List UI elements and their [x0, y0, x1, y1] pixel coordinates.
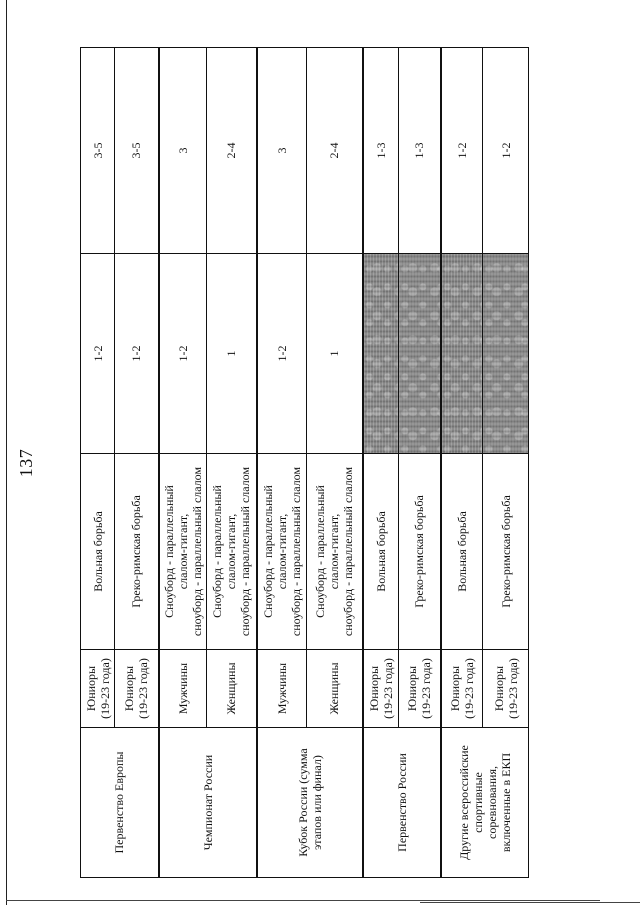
value-cell: 1-2: [483, 48, 529, 254]
competition-cell: Первенство Европы: [81, 728, 159, 878]
competition-cell: Кубок России (сумма этапов или финал): [257, 728, 363, 878]
competition-cell: Первенство России: [363, 728, 441, 878]
value-cell: 1-2: [257, 254, 307, 454]
page-edge-bottom: [6, 900, 600, 901]
value-cell: 2-4: [207, 48, 257, 254]
discipline-cell: Сноуборд - параллельный слалом-гигант, сноуборд - параллельный слалом: [257, 454, 307, 650]
shaded-cell: [399, 254, 441, 454]
group-cell: Мужчины: [257, 650, 307, 728]
value-cell: 3-5: [81, 48, 115, 254]
discipline-cell: Греко-римская борьба: [115, 454, 159, 650]
competition-cell: Другие всероссийские спортивные соревнования, включенные в ЕКП: [441, 728, 529, 878]
group-cell: Мужчины: [159, 650, 207, 728]
discipline-cell: Греко-римская борьба: [483, 454, 529, 650]
group-cell: Юниоры (19-23 года): [399, 650, 441, 728]
discipline-cell: Сноуборд - параллельный слалом-гигант, сноуборд - параллельный слалом: [159, 454, 207, 650]
discipline-cell: Вольная борьба: [363, 454, 399, 650]
value-cell: 1-2: [115, 254, 159, 454]
value-cell: 1-3: [363, 48, 399, 254]
page-edge-bottom-right: [420, 902, 640, 903]
group-cell: Юниоры (19-23 года): [81, 650, 115, 728]
table-row: [159, 48, 207, 878]
discipline-cell: Греко-римская борьба: [399, 454, 441, 650]
discipline-cell: Сноуборд - параллельный слалом-гигант, сноуборд - параллельный слалом: [307, 454, 363, 650]
value-cell: 1-2: [81, 254, 115, 454]
table-row: [441, 48, 483, 878]
shaded-cell: [441, 254, 483, 454]
group-cell: Юниоры (19-23 года): [441, 650, 483, 728]
group-cell: Юниоры (19-23 года): [115, 650, 159, 728]
shaded-cell: [483, 254, 529, 454]
value-cell: 3-5: [115, 48, 159, 254]
value-cell: 3: [257, 48, 307, 254]
group-cell: Женщины: [307, 650, 363, 728]
value-cell: 3: [159, 48, 207, 254]
table-row: [257, 48, 307, 878]
page-number: 137: [16, 448, 36, 478]
value-cell: 1-3: [399, 48, 441, 254]
group-cell: Женщины: [207, 650, 257, 728]
discipline-cell: Вольная борьба: [81, 454, 115, 650]
competition-cell: Чемпионат России: [159, 728, 257, 878]
group-cell: Юниоры (19-23 года): [483, 650, 529, 728]
shaded-cell: [363, 254, 399, 454]
value-cell: 1: [207, 254, 257, 454]
value-cell: 1-2: [441, 48, 483, 254]
rotated-content: [16, 48, 540, 878]
page-edge-left: [6, 0, 7, 905]
value-cell: 1: [307, 254, 363, 454]
discipline-cell: Сноуборд - параллельный слалом-гигант, сноуборд - параллельный слалом: [207, 454, 257, 650]
discipline-cell: Вольная борьба: [441, 454, 483, 650]
table-row: [363, 48, 399, 878]
value-cell: 2-4: [307, 48, 363, 254]
table-row: [81, 48, 115, 878]
ranking-table: [80, 47, 529, 878]
group-cell: Юниоры (19-23 года): [363, 650, 399, 728]
value-cell: 1-2: [159, 254, 207, 454]
